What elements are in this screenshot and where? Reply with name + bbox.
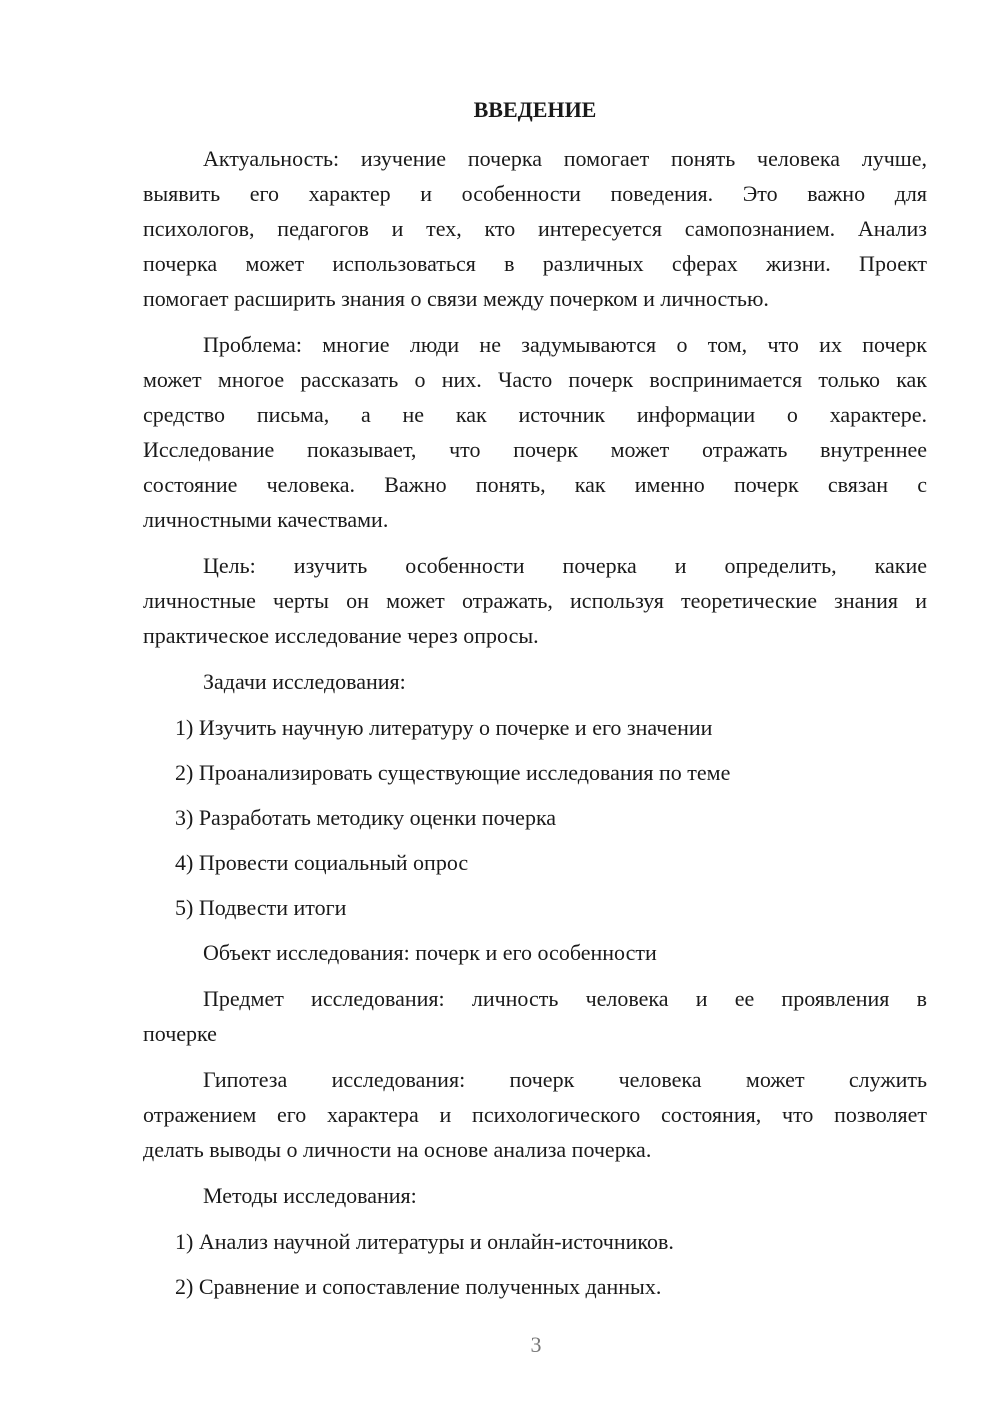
paragraph-line: Задачи исследования: <box>203 669 406 694</box>
paragraph-line: может многое рассказать о них. Часто почерк воспринимается только как <box>143 367 927 392</box>
paragraph-line: выявить его характер и особенности поведения. Это важно для <box>143 181 927 206</box>
paragraph-line: состояние человека. Важно понять, как именно почерк связан с <box>143 472 927 497</box>
paragraph-line: Цель: изучить особенности почерка и определить, какие <box>203 553 927 578</box>
paragraph <box>143 981 927 1051</box>
paragraph-line: Исследование показывает, что почерк может отражать внутреннее <box>143 437 927 462</box>
paragraph <box>143 327 927 537</box>
paragraph <box>143 664 927 699</box>
paragraph-line: Гипотеза исследования: почерк человека может служить <box>203 1067 927 1092</box>
paragraph-line: личностные черты он может отражать, используя теоретические знания и <box>143 588 927 613</box>
paragraph-line: делать выводы о личности на основе анализа почерка. <box>143 1137 652 1162</box>
paragraph-line: психологов, педагогов и тех, кто интересуется самопознанием. Анализ <box>143 216 927 241</box>
list-item: 1) Изучить научную литературу о почерке и его значении <box>175 715 713 740</box>
paragraph-line: почерка может использоваться в различных сферах жизни. Проект <box>143 251 927 276</box>
paragraph <box>143 548 927 653</box>
page-number: 3 <box>530 1332 542 1357</box>
list-item: 1) Анализ научной литературы и онлайн-источников. <box>175 1229 674 1254</box>
list-item: 2) Сравнение и сопоставление полученных данных. <box>175 1274 662 1299</box>
list-item: 4) Провести социальный опрос <box>175 850 469 875</box>
paragraph-line: личностными качествами. <box>143 507 389 532</box>
paragraph-line: средство письма, а не как источник информации о характере. <box>143 402 927 427</box>
paragraph-line: Проблема: многие люди не задумываются о том, что их почерк <box>203 332 927 357</box>
paragraph-line: Методы исследования: <box>203 1183 417 1208</box>
paragraph-line: практическое исследование через опросы. <box>143 623 539 648</box>
list-item: 5) Подвести итоги <box>175 895 347 920</box>
paragraph-line: помогает расширить знания о связи между почерком и личностью. <box>143 286 769 311</box>
paragraph-line: Актуальность: изучение почерка помогает понять человека лучше, <box>203 146 927 171</box>
paragraph-line: Предмет исследования: личность человека и ее проявления в <box>203 986 927 1011</box>
paragraph-line: отражением его характера и психологического состояния, что позволяет <box>143 1102 927 1127</box>
paragraph <box>143 1178 927 1213</box>
section-title: ВВЕДЕНИЕ <box>473 97 597 122</box>
list-item: 3) Разработать методику оценки почерка <box>175 805 557 830</box>
paragraph <box>143 1062 927 1167</box>
page-body <box>143 92 927 1314</box>
paragraph-line: Объект исследования: почерк и его особенности <box>203 940 657 965</box>
content-blocks <box>143 141 927 1304</box>
paragraph-line: почерке <box>143 1021 217 1046</box>
paragraph <box>143 141 927 316</box>
paragraph <box>143 935 927 970</box>
list-item: 2) Проанализировать существующие исследования по теме <box>175 760 731 785</box>
